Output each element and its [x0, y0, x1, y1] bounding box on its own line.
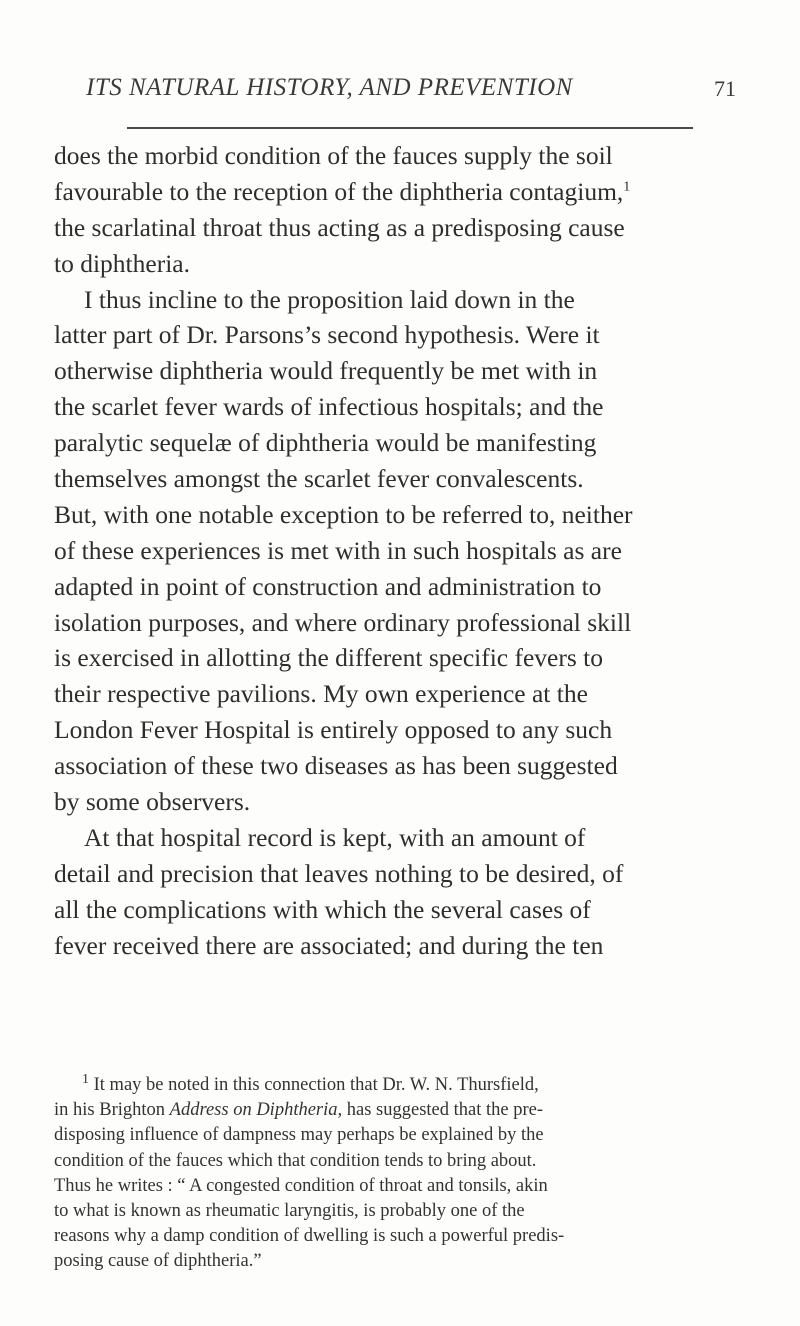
body-line: At that hospital record is kept, with an amount of: [84, 822, 586, 852]
body-line: I thus incline to the proposition laid down in the: [84, 284, 575, 314]
body-line: association of these two diseases as has been suggested: [54, 751, 618, 781]
footnote-line: posing cause of diphtheria.”: [54, 1251, 262, 1272]
footnote-marker: 1: [82, 1071, 89, 1087]
page-number: 71: [714, 76, 736, 101]
footnote-line: to what is known as rheumatic laryngitis, is probably one of the: [54, 1200, 525, 1221]
body-line: latter part of Dr. Parsons’s second hypothesis. Were it: [54, 320, 600, 350]
body-line: their respective pavilions. My own experience at the: [54, 679, 588, 709]
body-line: isolation purposes, and where ordinary professional skill: [54, 607, 632, 637]
footnote-line: disposing influence of dampness may perhaps be explained by the: [54, 1125, 544, 1146]
body-line: to diphtheria.: [54, 248, 190, 278]
body-line: London Fever Hospital is entirely opposed to any such: [54, 715, 613, 745]
body-line: otherwise diphtheria would frequently be met with in: [54, 356, 598, 386]
footnote-ref: 1: [623, 179, 631, 195]
page-header: [0, 70, 800, 110]
body-line: of these experiences is met with in such hospitals as are: [54, 535, 622, 565]
body-line: But, with one notable exception to be referred to, neither: [54, 499, 633, 529]
footnote-line: $^1$ It may be noted in this connection that Dr. W. N. Thursfield,: [82, 1071, 539, 1095]
body-line: fever received there are associated; and during the ten: [54, 930, 604, 960]
header-rule: [127, 127, 693, 129]
body-text: [54, 138, 754, 963]
body-line: does the morbid condition of the fauces supply the soil: [54, 141, 613, 170]
body-line: adapted in point of construction and administration to: [54, 571, 602, 601]
italic-title: Address on Diphtheria,: [169, 1100, 343, 1121]
body-line: paralytic sequelæ of diphtheria would be manifesting: [54, 428, 597, 458]
running-head: ITS NATURAL HISTORY, AND PREVENTION: [86, 74, 573, 101]
body-line: all the complications with which the several cases of: [54, 894, 591, 924]
body-line: is exercised in allotting the different specific fevers to: [54, 643, 603, 673]
body-line: detail and precision that leaves nothing to be desired, of: [54, 858, 624, 888]
footnote: [54, 1073, 754, 1275]
body-line: the scarlatinal throat thus acting as a predisposing cause: [54, 212, 625, 242]
footnote-line: Thus he writes : “ A congested condition of throat and tonsils, akin: [54, 1175, 548, 1196]
body-line: by some observers.: [54, 787, 251, 817]
footnote-line: in his Brighton Address on Diphtheria, has suggested that the pre-: [54, 1100, 544, 1121]
body-line: themselves amongst the scarlet fever convalescents.: [54, 464, 584, 494]
body-line: the scarlet fever wards of infectious hospitals; and the: [54, 392, 604, 422]
body-line: favourable to the reception of the diphtheria contagium,$^1$: [54, 176, 631, 206]
footnote-line: condition of the fauces which that condition tends to bring about.: [54, 1150, 537, 1171]
footnote-line: reasons why a damp condition of dwelling is such a powerful predis-: [54, 1226, 565, 1247]
